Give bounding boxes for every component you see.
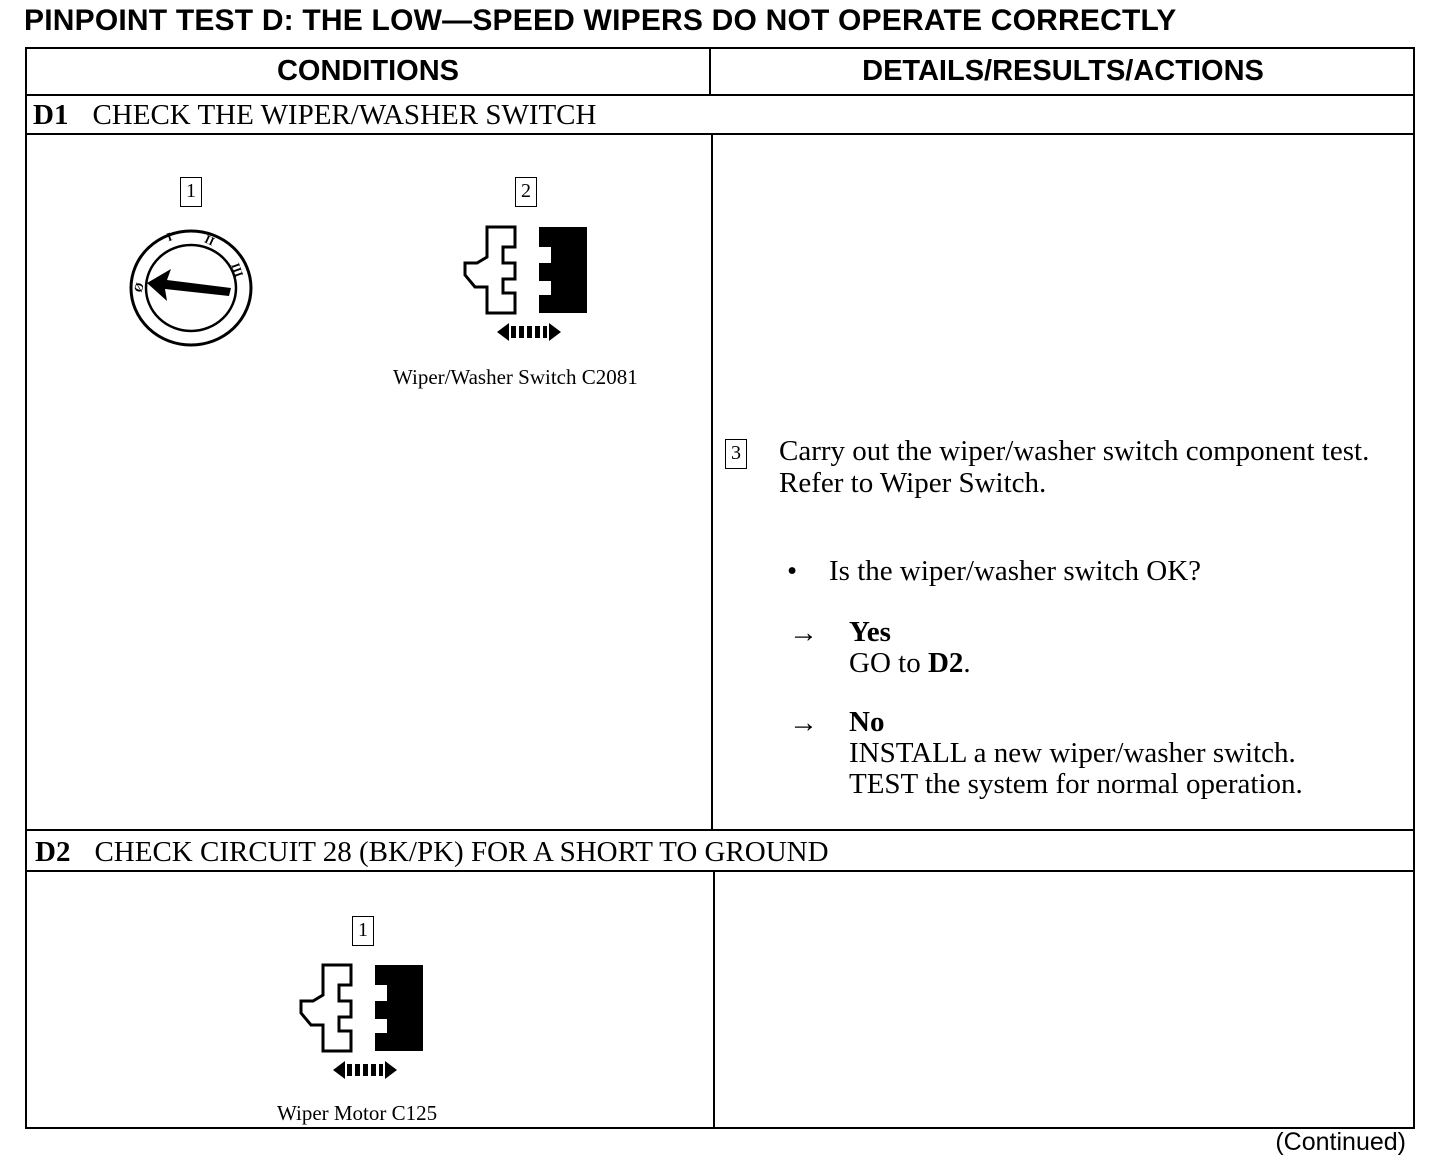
step-id: D2 [35, 836, 71, 868]
answer-action-end: . [963, 647, 971, 679]
callout-1: 1 [180, 177, 202, 207]
column-divider [713, 870, 715, 1129]
question-text: Is the wiper/washer switch OK? [829, 555, 1202, 587]
dial-mark-iii: III [228, 260, 247, 279]
continued-note: (Continued) [1275, 1128, 1406, 1156]
answer-yes [849, 617, 971, 679]
step-title: CHECK THE WIPER/WASHER SWITCH [92, 99, 597, 131]
details-header: DETAILS/RESULTS/ACTIONS [862, 55, 1264, 87]
callout-2: 2 [515, 177, 537, 207]
dial-mark-i: I [164, 229, 174, 245]
answer-action: TEST the system for normal operation. [849, 768, 1303, 800]
arrow-icon: → [789, 707, 818, 739]
callout-1: 1 [352, 916, 374, 946]
connector-caption: Wiper Motor C125 [277, 1101, 438, 1125]
answer-label: Yes [849, 616, 891, 648]
step-title: CHECK CIRCUIT 28 (BK/PK) FOR A SHORT TO GROUND [94, 836, 829, 868]
answer-action: INSTALL a new wiper/washer switch. [849, 737, 1296, 769]
table-rule [27, 829, 1413, 831]
connector-caption: Wiper/Washer Switch C2081 [393, 365, 638, 389]
pinpoint-test-table [25, 47, 1415, 1129]
connector-icon [299, 963, 425, 1083]
instruction-text: Carry out the wiper/washer switch component test. Refer to Wiper Switch. [779, 435, 1370, 499]
answer-action: GO to [849, 647, 928, 679]
dial-mark-ii: II [202, 231, 217, 249]
answer-step-ref: D2 [927, 647, 964, 679]
step-d2-heading [35, 832, 829, 872]
connector-icon [463, 225, 589, 345]
conditions-header: CONDITIONS [276, 55, 460, 87]
answer-label: No [849, 706, 885, 738]
callout-3: 3 [725, 439, 747, 469]
step-id: D1 [33, 99, 69, 131]
arrow-icon: → [789, 617, 818, 649]
bullet-glyph: • [787, 555, 798, 587]
answer-no [849, 707, 1303, 800]
dial-mark-off: Ø [130, 280, 148, 295]
page-title: PINPOINT TEST D: THE LOW—SPEED WIPERS DO NOT OPERATE CORRECTLY [24, 4, 1177, 37]
column-divider [711, 133, 713, 829]
step-d1-heading [33, 95, 596, 135]
wiper-switch-dial-icon [127, 225, 257, 349]
